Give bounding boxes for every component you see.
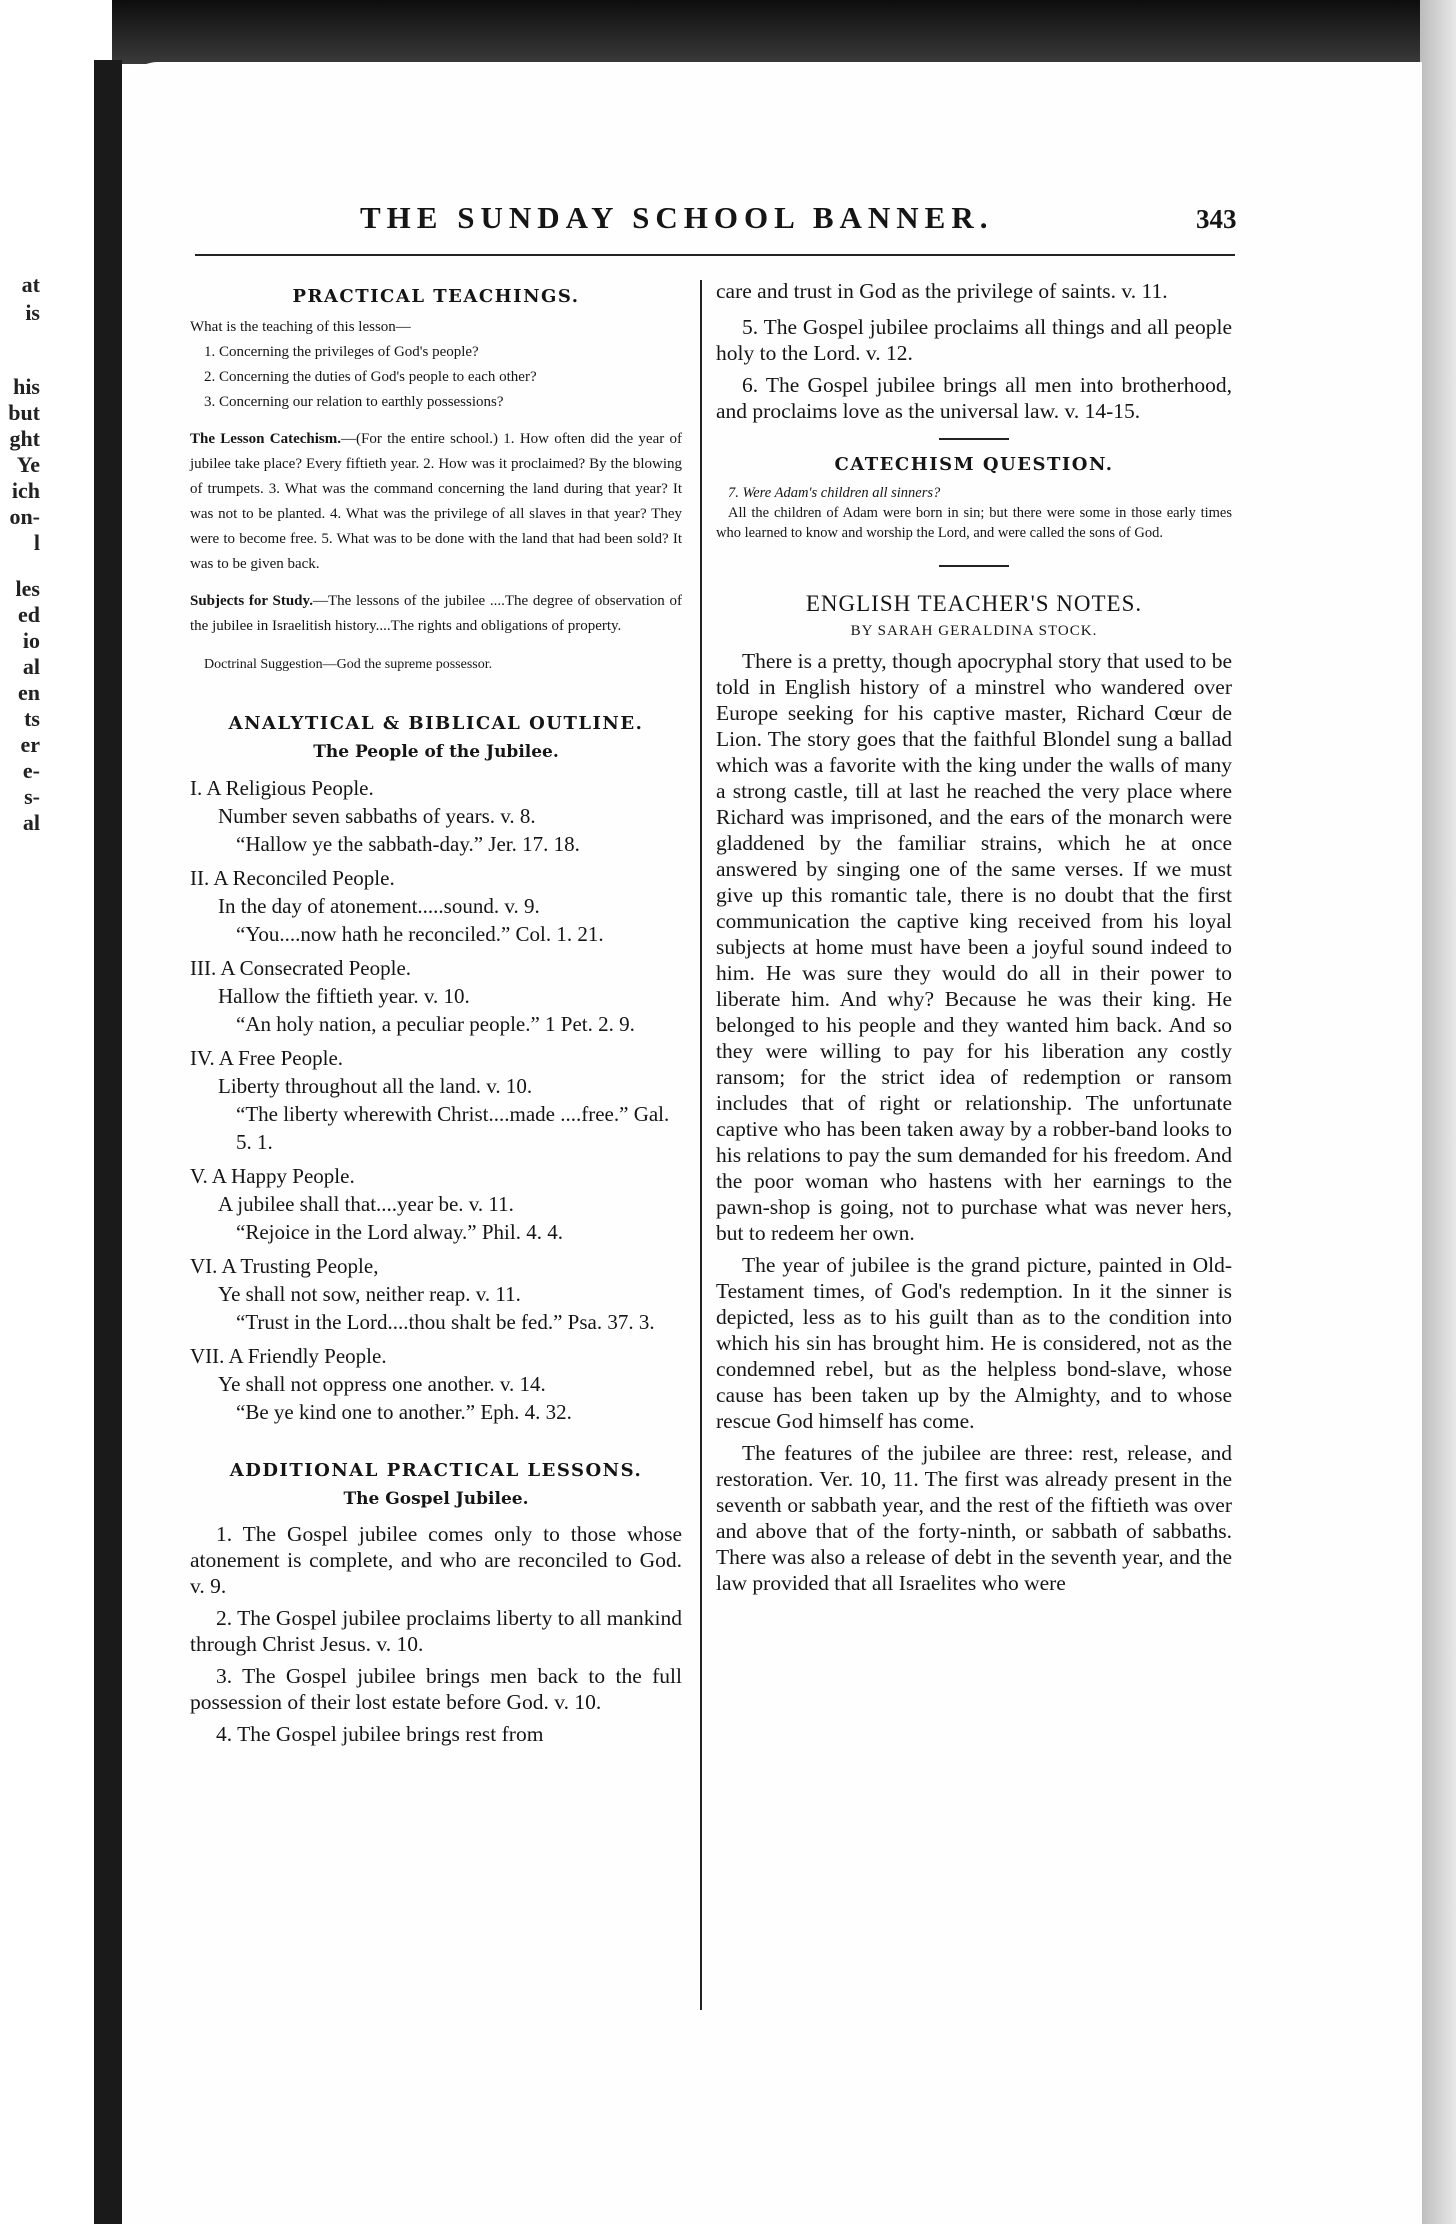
header-rule [195, 254, 1235, 256]
outline-line: A jubilee shall that....year be. v. 11. [218, 1192, 514, 1216]
outline-line: “Be ye kind one to another.” Eph. 4. 32. [236, 1400, 572, 1424]
prev-page-fragment: l [33, 530, 40, 555]
scan-right-border [1420, 0, 1456, 2224]
practical-teachings-heading: PRACTICAL TEACHINGS. [292, 286, 580, 307]
teachers-notes [716, 648, 1232, 1596]
prev-page-fragment: ed [18, 602, 40, 627]
section-rule [939, 565, 1009, 567]
practical-item: 2. Concerning the duties of God's people to each other? [204, 369, 537, 385]
teachers-notes-byline: BY SARAH GERALDINA STOCK. [850, 623, 1098, 639]
subjects-for-study [190, 589, 682, 639]
outline-line: “An holy nation, a peculiar people.” 1 Pet. 2. 9. [236, 1012, 635, 1036]
prev-page-fragment: ght [9, 426, 40, 451]
outline-line: Number seven sabbaths of years. v. 8. [218, 804, 536, 828]
prev-page-fragment: but [8, 400, 40, 425]
practical-teachings [190, 315, 682, 639]
lesson-catechism-label: The Lesson Catechism. [190, 431, 341, 447]
lesson-catechism-text: —(For the entire school.) 1. How often did the year of jubilee take place? Every fiftieth year. 2. How was it proclaimed? By the blowing of trumpets. 3. What was the command concerning the land during that year? It was not to be planted. 4. What was the privilege of all slaves in that year? They were to become free. 5. What was to be done with the land that had been sold? It was to be given back. [190, 431, 683, 572]
right-column [716, 278, 1232, 1602]
practical-item: 1. Concerning the privileges of God's people? [204, 344, 479, 360]
prev-page-fragment: on- [9, 504, 40, 529]
outline-section-title: VI. A Trusting People, [190, 1254, 379, 1278]
notes-paragraph: The features of the jubilee are three: rest, release, and restoration. Ver. 10, 11. The first was already present in the seventh or sabbath year, and the rest of the fiftieth was over and above that of the forty-ninth, or sabbath of sabbaths. There was also a release of debt in the seventh year, and the law provided that all Israelites who were [716, 1441, 1232, 1595]
column-divider [700, 280, 702, 2010]
scan-top-border [112, 0, 1456, 64]
prev-page-fragment: al [22, 654, 40, 679]
outline-line: Liberty throughout all the land. v. 10. [218, 1074, 533, 1098]
practical-item: 3. Concerning our relation to earthly possessions? [204, 394, 504, 410]
prev-page-fragment: s- [24, 784, 40, 809]
prev-page-fragment: e- [22, 758, 40, 783]
subjects-text: —The lessons of the jubilee ....The degree of observation of the jubilee in Israelitish history....The rights and obligations of property. [190, 593, 683, 634]
notes-paragraph: There is a pretty, though apocryphal story that used to be told in English history of a minstrel who wandered over Europe seeking for his captive master, Richard Cœur de Lion. The story goes that the faithful Blondel sung a ballad which was a favorite with the king under the walls of many a strong castle, till at last he reached the very place where Richard was imprisoned, and the ears of the monarch were gladdened by the familiar strains, which he at once answered by singing one of the same verses. If we must give up this romantic tale, there is no doubt that the first communication the captive king received from his loyal subjects at home must have been a joyful sound indeed to him. He was sure they would do all in their power to liberate him. And why? Because he was their king. He belonged to his people and they wanted him back. And so they were willing to pay for his liberation any costly ransom; for the strict idea of redemption or ransom includes that of right or relationship. The unfortunate captive who has been taken away by a robber-band looks to his relations to pay the sum demanded for his freedom. And the poor woman who hastens with her earnings to the pawn-shop is going, not to purchase what was never hers, but to redeem her own. [716, 649, 1232, 1245]
lesson-item: 5. The Gospel jubilee proclaims all things and all people holy to the Lord. v. 12. [716, 315, 1232, 365]
outline-section-title: II. A Reconciled People. [190, 866, 395, 890]
outline-line: “Hallow ye the sabbath-day.” Jer. 17. 18. [236, 832, 580, 856]
additional-lessons-subheading: The Gospel Jubilee. [343, 1489, 529, 1509]
outline-section-title: VII. A Friendly People. [190, 1344, 387, 1368]
outline-section-title: V. A Happy People. [190, 1164, 355, 1188]
outline-subheading: The People of the Jubilee. [313, 742, 559, 762]
prev-page-fragment: at [21, 272, 40, 297]
left-column [190, 278, 682, 1753]
additional-lessons-continued [716, 278, 1232, 424]
lesson-item: 4. The Gospel jubilee brings rest from [216, 1722, 544, 1746]
prev-page-fragment: er [20, 732, 40, 757]
page-number: 343 [1196, 204, 1237, 234]
outline-heading: ANALYTICAL & BIBLICAL OUTLINE. [228, 713, 644, 734]
outline-line: “Trust in the Lord....thou shalt be fed.” Psa. 37. 3. [236, 1310, 655, 1334]
prev-page-fragment: Ye [16, 452, 40, 477]
prev-page-fragment: al [22, 810, 40, 835]
catechism-answer: All the children of Adam were born in sin; but there were some in those early times who learned to know and worship the Lord, and were called the sons of God. [716, 505, 1232, 541]
prev-page-fragment: ich [11, 478, 40, 503]
lesson-continued: care and trust in God as the privilege of saints. v. 11. [716, 279, 1168, 303]
additional-lessons [190, 1521, 682, 1747]
outline-section-title: III. A Consecrated People. [190, 956, 412, 980]
prev-page-fragment: ts [24, 706, 40, 731]
notes-paragraph: The year of jubilee is the grand picture, painted in Old-Testament times, of God's redemption. In it the sinner is depicted, less as to his guilt than as to the condition into which his sin has brought him. He is considered, not as the condemned rebel, but as the helpless bond-slave, whose cause has been taken up by the Almighty, and to whose rescue God himself has come. [716, 1253, 1232, 1433]
subjects-label: Subjects for Study. [190, 593, 313, 609]
outline-line: “The liberty wherewith Christ....made ....free.” Gal. 5. 1. [236, 1102, 670, 1154]
prev-page-fragment: his [13, 374, 40, 399]
catechism-question-text: 7. Were Adam's children all sinners? [728, 485, 941, 501]
lesson-item: 1. The Gospel jubilee comes only to those whose atonement is complete, and who are reconciled to God. v. 9. [190, 1522, 682, 1598]
outline-section-title: I. A Religious People. [190, 776, 374, 800]
outline-line: In the day of atonement.....sound. v. 9. [218, 894, 540, 918]
additional-lessons-heading: ADDITIONAL PRACTICAL LESSONS. [229, 1460, 643, 1481]
outline-line: Hallow the fiftieth year. v. 10. [218, 984, 470, 1008]
prev-page-fragment: les [15, 576, 40, 601]
catechism-question [716, 483, 1232, 543]
teachers-notes-heading: ENGLISH TEACHER'S NOTES. [805, 591, 1143, 616]
lesson-item: 3. The Gospel jubilee brings men back to the full possession of their lost estate before God. v. 10. [190, 1664, 682, 1714]
section-rule [939, 438, 1009, 440]
running-header: THE SUNDAY SCHOOL BANNER. [360, 200, 994, 235]
outline-section-title: IV. A Free People. [190, 1046, 344, 1070]
prev-page-fragment: is [25, 300, 40, 325]
practical-intro: What is the teaching of this lesson— [190, 319, 411, 335]
lesson-item: 2. The Gospel jubilee proclaims liberty to all mankind through Christ Jesus. v. 10. [190, 1606, 682, 1656]
book-spine [94, 60, 122, 2224]
prev-page-fragment: io [22, 628, 40, 653]
outline-line: Ye shall not sow, neither reap. v. 11. [218, 1282, 521, 1306]
outline-line: “You....now hath he reconciled.” Col. 1. 21. [236, 922, 604, 946]
catechism-question-heading: CATECHISM QUESTION. [834, 454, 1114, 475]
outline-list [190, 774, 682, 1426]
lesson-catechism [190, 427, 682, 577]
doctrinal-suggestion: Doctrinal Suggestion—God the supreme possessor. [204, 657, 493, 672]
prev-page-fragment: en [18, 680, 40, 705]
lesson-item: 6. The Gospel jubilee brings all men into brotherhood, and proclaims love as the universal law. v. 14-15. [716, 373, 1232, 423]
outline-line: Ye shall not oppress one another. v. 14. [218, 1372, 546, 1396]
outline-line: “Rejoice in the Lord alway.” Phil. 4. 4. [236, 1220, 563, 1244]
